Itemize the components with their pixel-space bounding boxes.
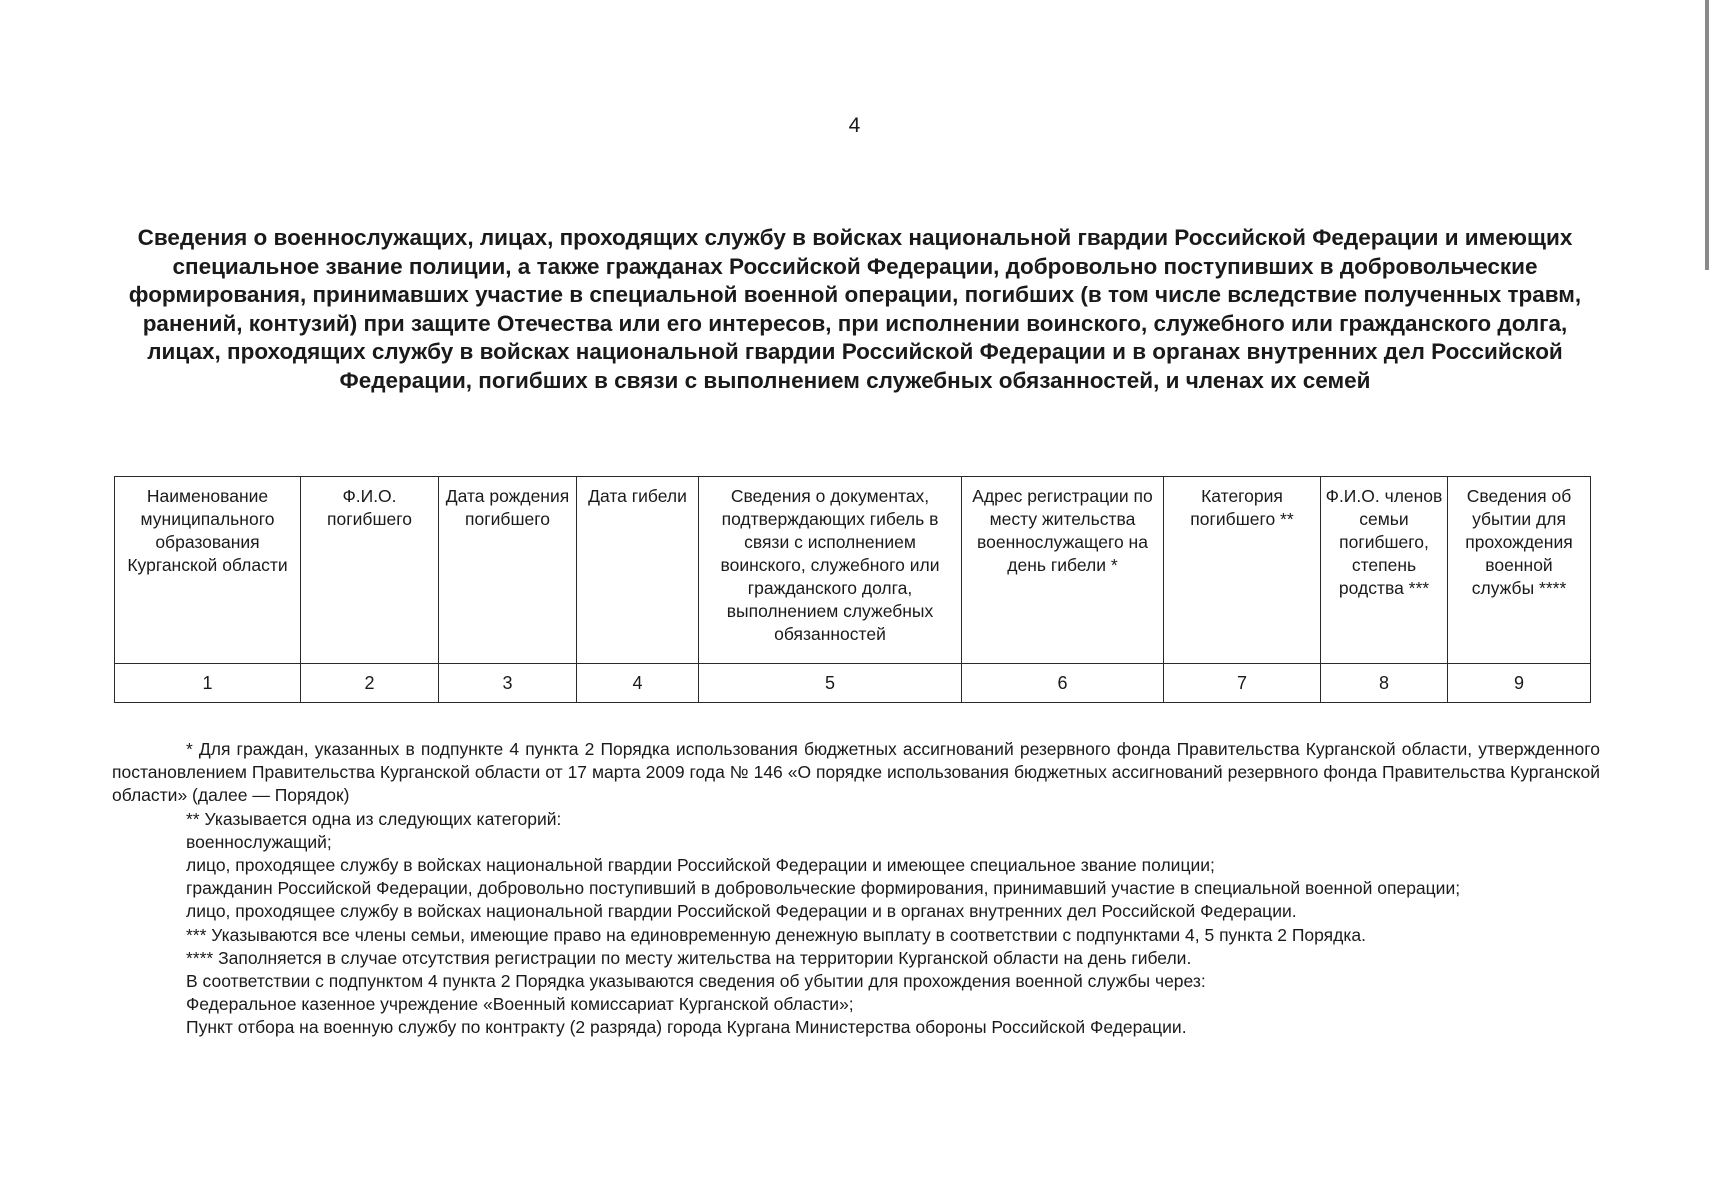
departure-paragraph: В соответствии с подпунктом 4 пункта 2 Порядка указываются сведения об убытии для прохождения военной службы через: xyxy=(186,971,1206,992)
column-number: 8 xyxy=(1321,664,1448,703)
footnotes xyxy=(112,738,1600,1040)
header-registration-address: Адрес регистрации по месту жительства военнослужащего на день гибели * xyxy=(962,477,1164,664)
category-item: лицо, проходящее службу в войсках национальной гвардии Российской Федерации и имеющее специальное звание полиции; xyxy=(186,855,1215,876)
column-number: 2 xyxy=(301,664,439,703)
column-number: 4 xyxy=(577,664,699,703)
category-item: военнослужащий; xyxy=(186,831,332,852)
column-number: 6 xyxy=(962,664,1164,703)
header-category: Категория погибшего ** xyxy=(1164,477,1321,664)
column-number: 5 xyxy=(699,664,962,703)
footnote-4: **** Заполняется в случае отсутствия регистрации по месту жительства на территории Курганской области на день гибели. xyxy=(186,947,1192,968)
table-number-row xyxy=(115,664,1591,703)
category-item: лицо, проходящее службу в войсках национальной гвардии Российской Федерации и в органах внутренних дел Российской Федерации. xyxy=(186,901,1297,922)
header-documents: Сведения о документах, подтверждающих гибель в связи с исполнением воинского, служебного или гражданского долга, выполнением служебных обязанностей xyxy=(699,477,962,664)
departure-item: Пункт отбора на военную службу по контракту (2 разряда) города Кургана Министерства обороны Российской Федерации. xyxy=(186,1017,1187,1038)
footnote-1: * Для граждан, указанных в подпункте 4 пункта 2 Порядка использования бюджетных ассигнований резервного фонда Правительства Курганской области, утвержденного постановлением Правительства Курганской области от 17 марта 2009 года № 146 «О порядке использования бюджетных ассигнований резервного фонда Правительства Курганской области» (далее — Порядок) xyxy=(112,739,1600,806)
header-departure-info: Сведения об убытии для прохождения военной службы **** xyxy=(1448,477,1591,664)
footnote-2: ** Указывается одна из следующих категорий: xyxy=(186,808,562,829)
page-number: 4 xyxy=(848,114,861,137)
header-family-members: Ф.И.О. членов семьи погибшего, степень родства *** xyxy=(1321,477,1448,664)
table-header-row xyxy=(115,477,1591,664)
column-number: 1 xyxy=(115,664,301,703)
header-municipality: Наименование муниципального образования Курганской области xyxy=(115,477,301,664)
footnote-3: *** Указываются все члены семьи, имеющие право на единовременную денежную выплату в соответствии с подпунктами 4, 5 пункта 2 Порядка. xyxy=(186,924,1366,945)
header-birth-date: Дата рождения погибшего xyxy=(439,477,577,664)
column-number: 3 xyxy=(439,664,577,703)
category-item: гражданин Российской Федерации, добровольно поступивший в добровольческие формирования, принимавший участие в специальной военной операции; xyxy=(186,878,1461,899)
info-table xyxy=(114,476,1591,703)
departure-item: Федеральное казенное учреждение «Военный комиссариат Курганской области»; xyxy=(186,994,854,1015)
document-title: Сведения о военнослужащих, лицах, проходящих службу в войсках национальной гвардии Российской Федерации и имеющих специальное звание полиции, а также гражданах Российской Федерации, добровольно поступивших в добровольческие формирования, принимавших участие в специальной военной операции, погибших (в том числе вследствие полученных травм, ранений, контузий) при защите Отечества или его интересов, при исполнении воинского, служебного или гражданского долга, лицах, проходящих службу в войсках национальной гвардии Российской Федерации и в органах внутренних дел Российской Федерации, погибших в связи с выполнением служебных обязанностей, и членах их семей xyxy=(128,225,1582,393)
header-death-date: Дата гибели xyxy=(577,477,699,664)
header-deceased-name: Ф.И.О. погибшего xyxy=(301,477,439,664)
column-number: 7 xyxy=(1164,664,1321,703)
column-number: 9 xyxy=(1448,664,1591,703)
